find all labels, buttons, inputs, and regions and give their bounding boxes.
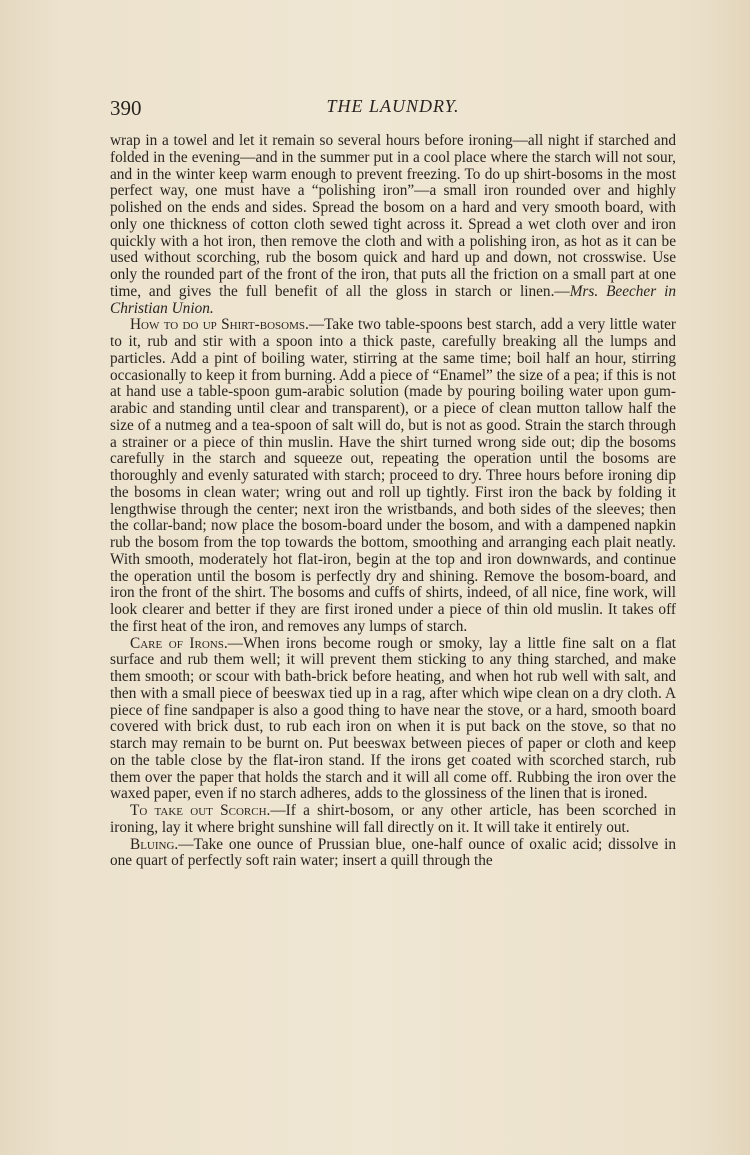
paragraph-care-of-irons (110, 636, 676, 804)
body-text (110, 133, 676, 870)
section-heading: To take out Scorch. (130, 802, 271, 819)
paragraph-bluing (110, 837, 676, 871)
paragraph-text: wrap in a towel and let it remain so several hours before ironing—all night if starched and folded in the evening—and in the summer put in a cool place where the starch will not sour, and in the winter keep warm enough to prevent freezing. To do up shirt-bosoms in the most perfect way, one must have a “polishing iron”—a small iron rounded over and highly polished on the ends and sides. Spread the bosom on a hard and very smooth board, with only one thickness of cotton cloth sewed tight across it. Spread a wet cloth over and iron quickly with a hot iron, then remove the cloth and with a polishing iron, as hot as it can be used without scorching, rub the bosom quick and hard up and down, not crosswise. Use only the rounded part of the front of the iron, that puts all the friction on a small part at one time, and gives the full benefit of all the gloss in starch or linen.— (110, 132, 676, 300)
section-heading: How to do up Shirt-bosoms. (130, 316, 309, 334)
paragraph-text: —When irons become rough or smoky, lay a little fine salt on a flat surface and rub them well; it will prevent them sticking to any thing starched, and make them smooth; or scour with bath-brick before heating, and when hot rub well with salt, and then with a small piece of beeswax tied up in a rag, after which wipe clean on a dry cloth. A piece of fine sandpaper is also a good thing to have near the stove, or a hard, smooth board covered with brick dust, to rub each iron on when it is put back on the stove, so that no starch may remain to be burnt on. Put beeswax between pieces of paper or cloth and keep on the table close by the flat-iron stand. If the irons get coated with scorched starch, rub them over the paper that holds the starch and it will all come off. Rubbing the iron over the waxed paper, even if no starch adheres, adds to the glossiness of the linen that is ironed. (110, 634, 676, 803)
attribution: Mrs. Beecher in Christian Union. (110, 282, 676, 317)
section-heading: Care of Irons. (130, 634, 228, 652)
page-number: 390 (110, 96, 142, 120)
paragraph-shirt-bosom-polishing (110, 133, 676, 317)
paragraph-text: —If a shirt-bosom, or any other article, has been scorched in ironing, lay it where bright sunshine will fall directly on it. It will take it entirely out. (110, 802, 676, 836)
running-head (110, 96, 676, 124)
paragraph-text: —Take one ounce of Prussian blue, one-half ounce of oxalic acid; dissolve in one quart of perfectly soft rain water; insert a quill through the (110, 835, 676, 870)
section-heading: Bluing. (130, 835, 179, 853)
running-title: THE LAUNDRY. (326, 96, 460, 116)
paragraph-take-out-scorch (110, 803, 676, 837)
paragraph-text: —Take two table-spoons best starch, add a very little water to it, rub and stir with a spoon into a thick paste, carefully breaking all the lumps and particles. Add a pint of boiling water, stirring at the same time; boil half an hour, stirring occasionally to keep it from burning. Add a piece of “Enamel” the size of a pea; if this is not at hand use a table-spoon gum-arabic solution (made by pouring boiling water upon gum-arabic and standing until clear and transparent), or a piece of clean mutton tallow half the size of a nutmeg and a tea-spoon of salt will do, but is not as good. Strain the starch through a strainer or a piece of thin muslin. Have the shirt turned wrong side out; dip the bosoms carefully in the starch and squeeze out, repeating the operation until the bosoms are thoroughly and evenly saturated with starch; proceed to dry. Three hours before ironing dip the bosoms in clean water; wring out and roll up tightly. First iron the back by folding it lengthwise through the center; next iron the wristbands, and both sides of the sleeves; then the collar-band; now place the bosom-board under the bosom, and with a dampened napkin rub the bosom from the top towards the bottom, smoothing and arranging each plait neatly. With smooth, moderately hot flat-iron, begin at the top and iron downwards, and continue the operation until the bosom is perfectly dry and shining. Remove the bosom-board, and iron the front of the shirt. The bosoms and cuffs of shirts, indeed, of all nice, fine work, will look clearer and better if they are first ironed under a piece of thin old muslin. It takes off the first heat of the iron, and removes any lumps of starch. (110, 316, 676, 635)
paragraph-how-to-do-up-shirt-bosoms (110, 317, 676, 635)
